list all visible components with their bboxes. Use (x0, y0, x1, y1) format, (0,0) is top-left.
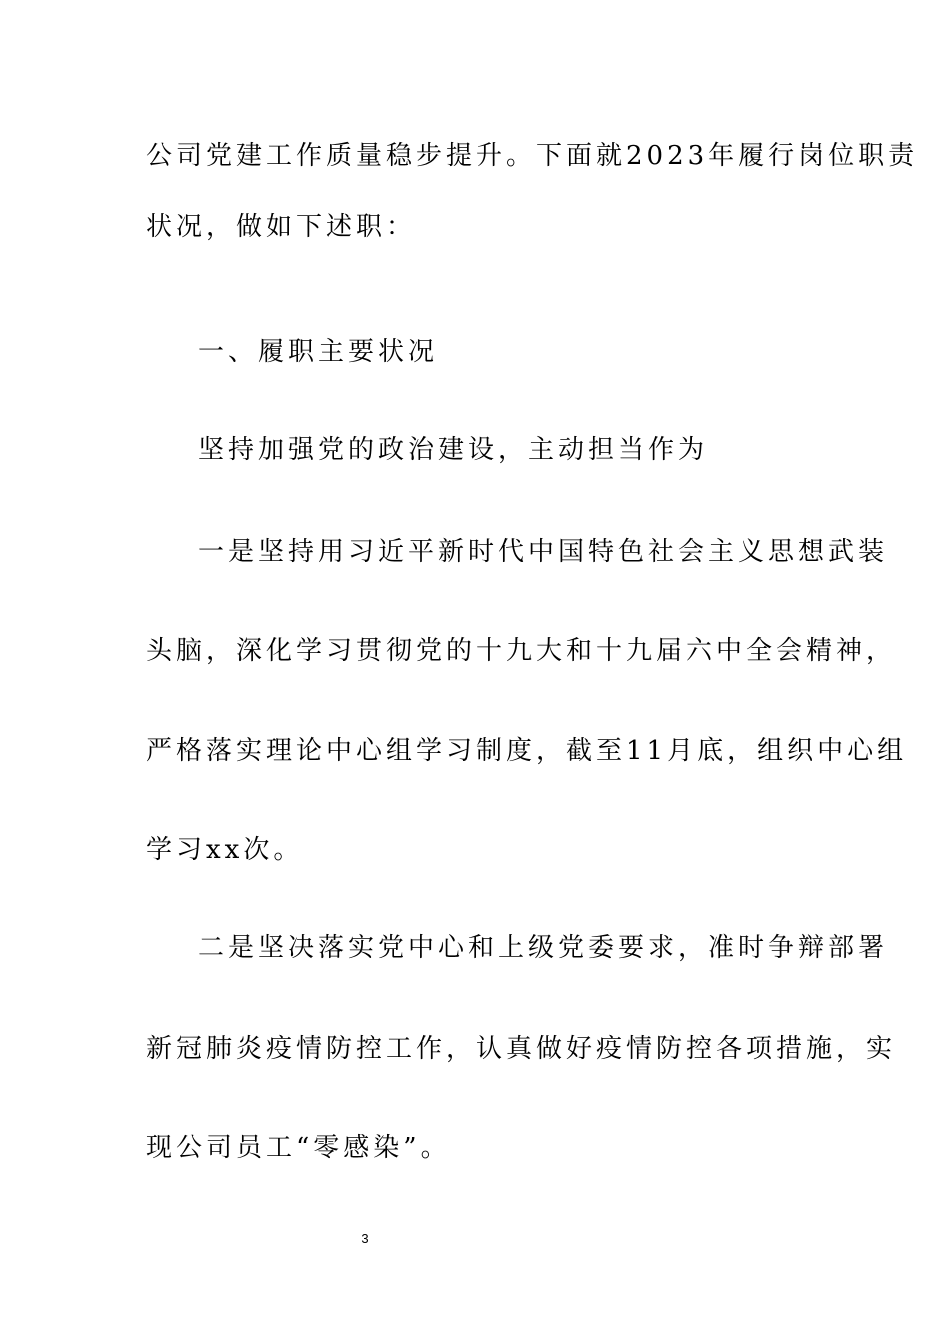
paragraph-line: 状况，做如下述职： (146, 212, 417, 242)
page-number: 3 (361, 1231, 369, 1246)
subsection-heading: 坚持加强党的政治建设，主动担当作为 (198, 435, 709, 465)
paragraph-line: 严格落实理论中心组学习制度，截至11月底，组织中心组 (146, 736, 908, 766)
paragraph-line: 公司党建工作质量稳步提升。下面就2023年履行岗位职责 (146, 141, 919, 171)
section-heading: 一、履职主要状况 (198, 337, 439, 367)
paragraph-line: 一是坚持用习近平新时代中国特色社会主义思想武装 (198, 537, 889, 567)
paragraph-line: 头脑，深化学习贯彻党的十九大和十九届六中全会精神， (146, 636, 897, 666)
paragraph-line: 二是坚决落实党中心和上级党委要求，准时争辩部署 (198, 933, 889, 963)
paragraph-line: 新冠肺炎疫情防控工作，认真做好疫情防控各项措施，实 (146, 1034, 897, 1064)
paragraph-line: 现公司员工“零感染”。 (146, 1133, 451, 1163)
paragraph-line: 学习xx次。 (146, 835, 304, 865)
